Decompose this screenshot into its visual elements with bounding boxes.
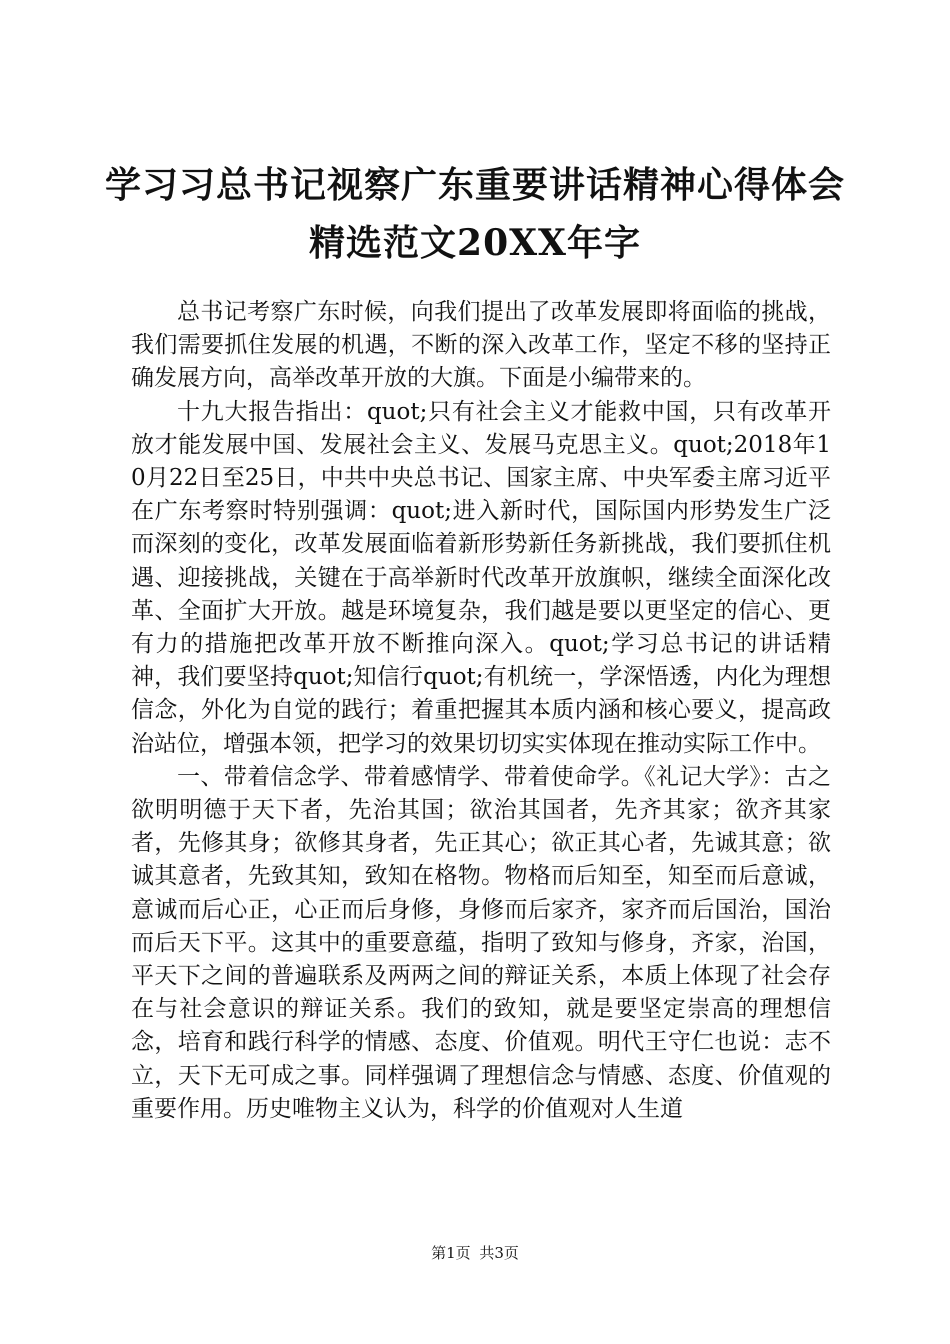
paragraph-section-one: 一、带着信念学、带着感情学、带着使命学。《礼记大学》：古之欲明明德于天下者，先治其国；欲治其国者，先齐其家；欲齐其家者，先修其身；欲修其身者，先正其心；欲正其心者，先诚其意；欲诚其意者，先致其知，致知在格物。物格而后知至，知至而后意诚，意诚而后心正，心正而后身修，身修而后家齐，家齐而后国治，国治而后天下平。这其中的重要意蕴，指明了致知与修身，齐家，治国，平天下之间的普遍联系及两两之间的辩证关系，本质上体现了社会存在与社会意识的辩证关系。我们的致知，就是要坚定崇高的理想信念，培育和践行科学的情感、态度、价值观。明代王守仁也说：志不立，天下无可成之事。同样强调了理想信念与情感、态度、价值观的重要作用。历史唯物主义认为，科学的价值观对人生道 bbox=[131, 763, 831, 1122]
document-title-line-2: 精选范文20XX年字 bbox=[309, 222, 641, 264]
document-title-line-1: 学习习总书记视察广东重要讲话精神心得体会 bbox=[104, 164, 845, 206]
document-body bbox=[131, 296, 831, 1126]
paragraph-report: 十九大报告指出：quot;只有社会主义才能救中国，只有改革开放才能发展中国、发展社会主义、发展马克思主义。quot;2018年10月22日至25日，中共中央总书记、国家主席、中央军委主席习近平在广东考察时特别强调：quot;进入新时代，国际国内形势发生广泛而深刻的变化，改革发展面临着新形势新任务新挑战，我们要抓住机遇、迎接挑战，关键在于高举新时代改革开放旗帜，继续全面深化改革、全面扩大开放。越是环境复杂，我们越是要以更坚定的信心、更有力的措施把改革开放不断推向深入。quot;学习总书记的讲话精神，我们要坚持quot;知信行quot;有机统一，学深悟透，内化为理想信念，外化为自觉的践行；着重把握其本质内涵和核心要义，提高政治站位，增强本领，把学习的效果切切实实体现在推动实际工作中。 bbox=[131, 398, 831, 757]
page-number: 第1页 bbox=[431, 1244, 471, 1262]
page-total: 共3页 bbox=[479, 1244, 519, 1262]
page-footer bbox=[0, 1243, 950, 1263]
paragraph-intro: 总书记考察广东时候，向我们提出了改革发展即将面临的挑战，我们需要抓住发展的机遇，不断的深入改革工作，坚定不移的坚持正确发展方向，高举改革开放的大旗。下面是小编带来的。 bbox=[131, 299, 831, 392]
